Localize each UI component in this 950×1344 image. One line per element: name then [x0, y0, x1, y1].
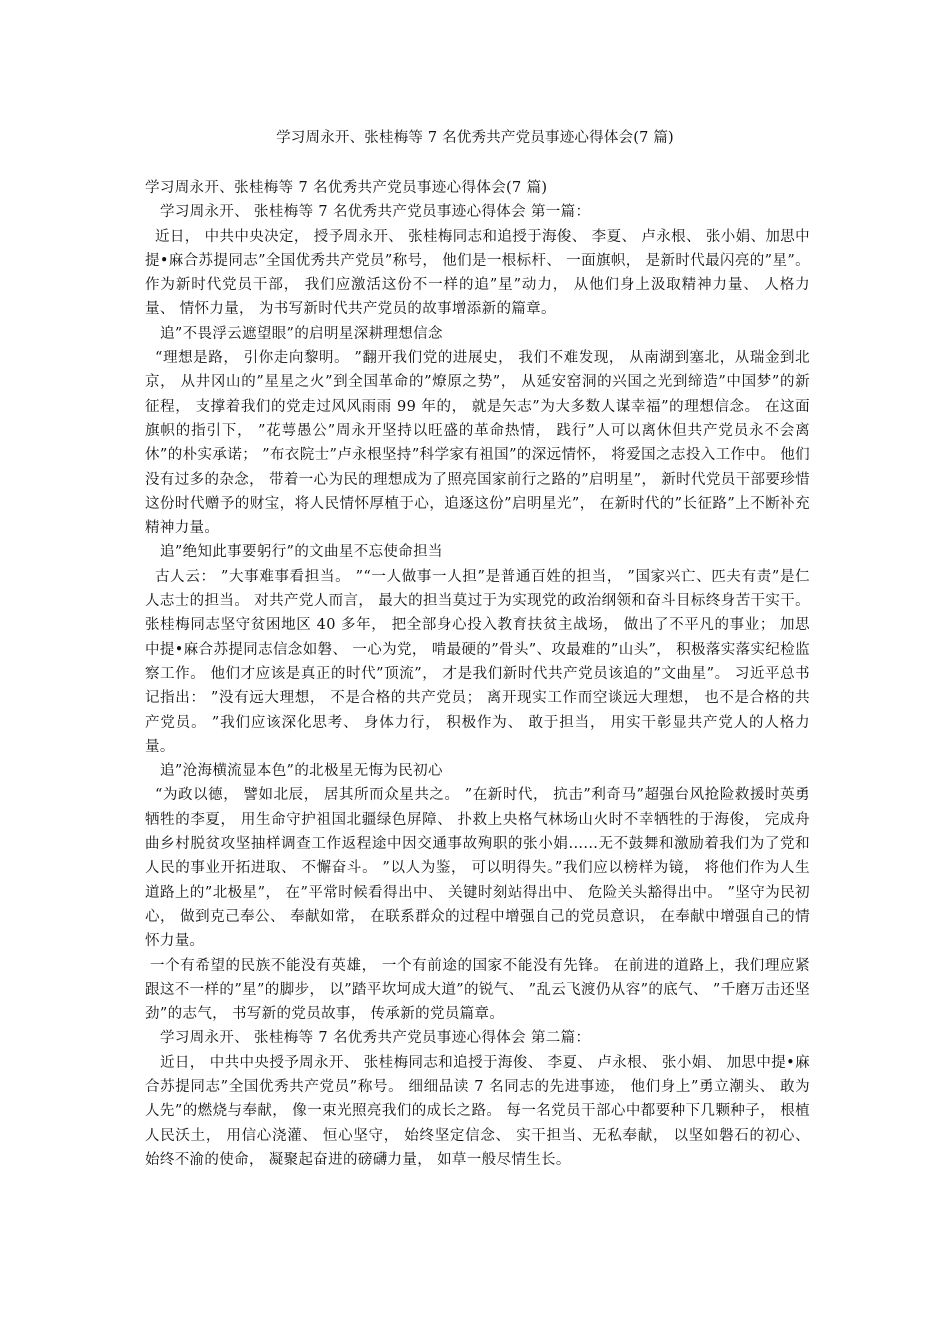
paragraph: 追”不畏浮云遮望眼”的启明星深耕理想信念	[160, 325, 443, 342]
paragraph: 学习周永开、 张桂梅等 7 名优秀共产党员事迹心得体会 第一篇：	[160, 204, 591, 221]
paragraph: “为政以德， 譬如北辰， 居其所而众星共之。 ”在新时代， 抗击”利奇马”超强台风抢险救援时英勇牺牲的李夏， 用生命守护祖国北疆绿色屏障、 扑救上央格气林场山火时不幸牺牲的于海俊， 完成舟曲乡村脱贫攻坚抽样调查工作返程途中因交通事故殉职的张小娟......无不鼓舞和激励着我们为了党和人民的事业开拓进取、 不懈奋斗。 ”以人为鉴， 可以明得失。”我们应以榜样为镜， 将他们作为人生道路上的”北极星”， 在”平常时候看得出中、 关键时刻站得出中、 危险关头豁得出中。 ”坚守为民初心， 做到克己奉公、 奉献如常， 在联系群众的过程中增强自己的党员意识， 在奉献中增强自己的情怀力量。	[145, 787, 810, 950]
paragraph: 学习周永开、 张桂梅等 7 名优秀共产党员事迹心得体会 第二篇：	[160, 1030, 591, 1047]
document-body	[145, 176, 810, 1172]
paragraph: 一个有希望的民族不能没有英雄， 一个有前途的国家不能没有先锋。 在前进的道路上，我们理应紧跟这不一样的”星”的脚步， 以”踏平坎坷成大道”的锐气、 ”乱云飞渡仍从容”的底气、 ”千磨万击还坚劲”的志气， 书写新的党员故事， 传承新的党员篇章。	[145, 957, 810, 1023]
paragraph: 古人云： ”大事难事看担当。 ”“一人做事一人担”是普通百姓的担当， ”国家兴亡、匹夫有责”是仁人志士的担当。 对共产党人而言， 最大的担当莫过于为实现党的政治纲领和奋斗目标终身苦干实干。 张桂梅同志坚守贫困地区 40 多年， 把全部身心投入教育扶贫主战场， 做出了不平凡的事业； 加思中提•麻合苏提同志信念如磐、 一心为党， 啃最硬的”骨头”、攻最难的”山头”， 积极落实落实纪检监察工作。 他们才应该是真正的时代”顶流”， 才是我们新时代共产党员该追的”文曲星”。 习近平总书记指出： ”没有远大理想， 不是合格的共产党员； 离开现实工作而空谈远大理想， 也不是合格的共产党员。 ”我们应该深化思考、 身体力行， 积极作为、 敢于担当， 用实干彰显共产党人的人格力量。	[145, 568, 810, 755]
paragraph: 学习周永开、张桂梅等 7 名优秀共产党员事迹心得体会(7 篇)	[145, 180, 548, 196]
paragraph: 追”绝知此事要躬行”的文曲星不忘使命担当	[160, 544, 443, 561]
paragraph: 近日， 中共中央决定， 授予周永开、 张桂梅同志和追授于海俊、 李夏、 卢永根、 张小娟、加思中提•麻合苏提同志”全国优秀共产党员”称号， 他们是一根标杆、 一面旗帜， 是新时代最闪亮的”星”。 作为新时代党员干部， 我们应激活这份不一样的追”星”动力， 从他们身上汲取精神力量、 人格力量、 情怀力量， 为书写新时代共产党员的故事增添新的篇章。	[145, 228, 810, 318]
paragraph: 追”沧海横流显本色”的北极星无悔为民初心	[160, 763, 443, 780]
paragraph: 近日， 中共中央授予周永开、 张桂梅同志和追授于海俊、 李夏、 卢永根、 张小娟、 加思中提•麻合苏提同志”全国优秀共产党员”称号。 细细品读 7 名同志的先进事迹， 他们身上”勇立潮头、 敢为人先”的燃烧与奉献， 像一束光照亮我们的成长之路。 每一名党员干部心中都要种下几颗种子， 根植人民沃土， 用信心浇灌、 恒心坚守， 始终坚定信念、 实干担当、无私奉献， 以坚如磐石的初心、 始终不渝的使命， 凝聚起奋进的磅礴力量， 如草一般尽情生长。	[145, 1054, 810, 1168]
document-title: 学习周永开、张桂梅等 7 名优秀共产党员事迹心得体会(7 篇)	[276, 130, 674, 146]
paragraph: “理想是路， 引你走向黎明。 ”翻开我们党的进展史， 我们不难发现， 从南湖到塞北，从瑞金到北京， 从井冈山的”星星之火”到全国革命的”燎原之势”， 从延安窑洞的兴国之光到缔造”中国梦”的新征程， 支撑着我们的党走过风风雨雨 99 年的， 就是矢志”为大多数人谋幸福”的理想信念。 在这面旗帜的指引下， ”花萼愚公”周永开坚持以旺盛的革命热情， 践行”人可以离休但共产党员永不会离休”的朴实承诺； ”布衣院士”卢永根坚持”科学家有祖国”的深远情怀， 将爱国之志投入工作中。 他们没有过多的杂念， 带着一心为民的理想成为了照亮国家前行之路的”启明星”， 新时代党员干部要珍惜这份时代赠予的财宝，将人民情怀厚植于心，追逐这份”启明星光”， 在新时代的”长征路”上不断补充精神力量。	[145, 350, 810, 537]
